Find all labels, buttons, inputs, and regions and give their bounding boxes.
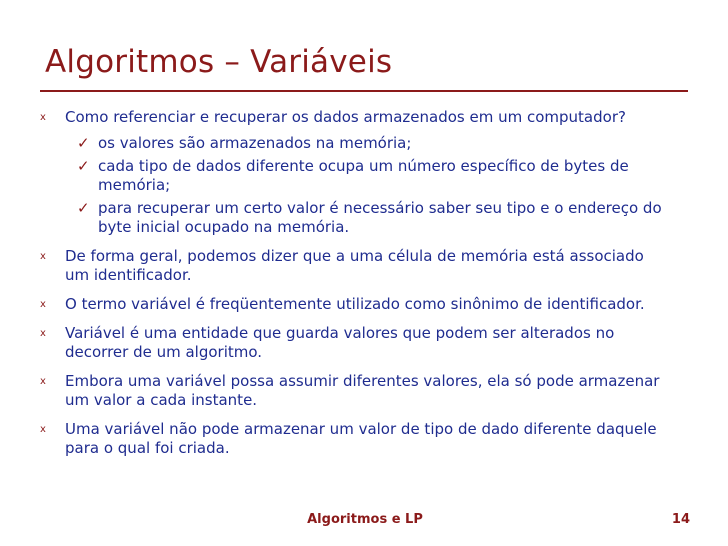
- sub-bullet-text: cada tipo de dados diferente ocupa um número específico de bytes de memória;: [98, 157, 629, 194]
- bullet-text: Como referenciar e recuperar os dados armazenados em um computador?: [65, 108, 626, 126]
- sub-bullet-item: [65, 157, 683, 195]
- sub-bullet-item: [65, 134, 683, 153]
- title-divider: [40, 90, 688, 92]
- bullet-text: De forma geral, podemos dizer que a uma célula de memória está associado um identificador.: [65, 247, 644, 284]
- bullet-item: [0, 324, 665, 362]
- sub-bullet-text: para recuperar um certo valor é necessário saber seu tipo e o endereço do byte inicial ocupado na memória.: [98, 199, 662, 236]
- bullet-item: [0, 295, 665, 314]
- x-bullet-icon: x: [40, 251, 46, 262]
- bullet-item: [0, 247, 665, 285]
- x-bullet-icon: x: [40, 424, 46, 435]
- checkmark-icon: ✓: [77, 157, 90, 175]
- sub-bullet-item: [65, 199, 683, 237]
- x-bullet-icon: x: [40, 112, 46, 123]
- x-bullet-icon: x: [40, 376, 46, 387]
- slide-title: Algoritmos – Variáveis: [45, 44, 393, 80]
- bullet-text: Embora uma variável possa assumir diferentes valores, ela só pode armazenar um valor a cada instante.: [65, 372, 660, 409]
- slide-content: [0, 108, 728, 468]
- bullet-text: Variável é uma entidade que guarda valores que podem ser alterados no decorrer de um algoritmo.: [65, 324, 615, 361]
- sub-bullet-text: os valores são armazenados na memória;: [98, 134, 412, 152]
- bullet-item: [0, 108, 665, 237]
- sub-list: [65, 134, 665, 237]
- checkmark-icon: ✓: [77, 199, 90, 217]
- checkmark-icon: ✓: [77, 134, 90, 152]
- x-bullet-icon: x: [40, 299, 46, 310]
- page-number: 14: [671, 512, 690, 527]
- bullet-text: Uma variável não pode armazenar um valor de tipo de dado diferente daquele para o qual foi criada.: [65, 420, 657, 457]
- bullet-item: [0, 420, 665, 458]
- bullet-item: [0, 372, 665, 410]
- footer-title: Algoritmos e LP: [307, 512, 423, 527]
- bullet-text: O termo variável é freqüentemente utilizado como sinônimo de identificador.: [65, 295, 645, 313]
- x-bullet-icon: x: [40, 328, 46, 339]
